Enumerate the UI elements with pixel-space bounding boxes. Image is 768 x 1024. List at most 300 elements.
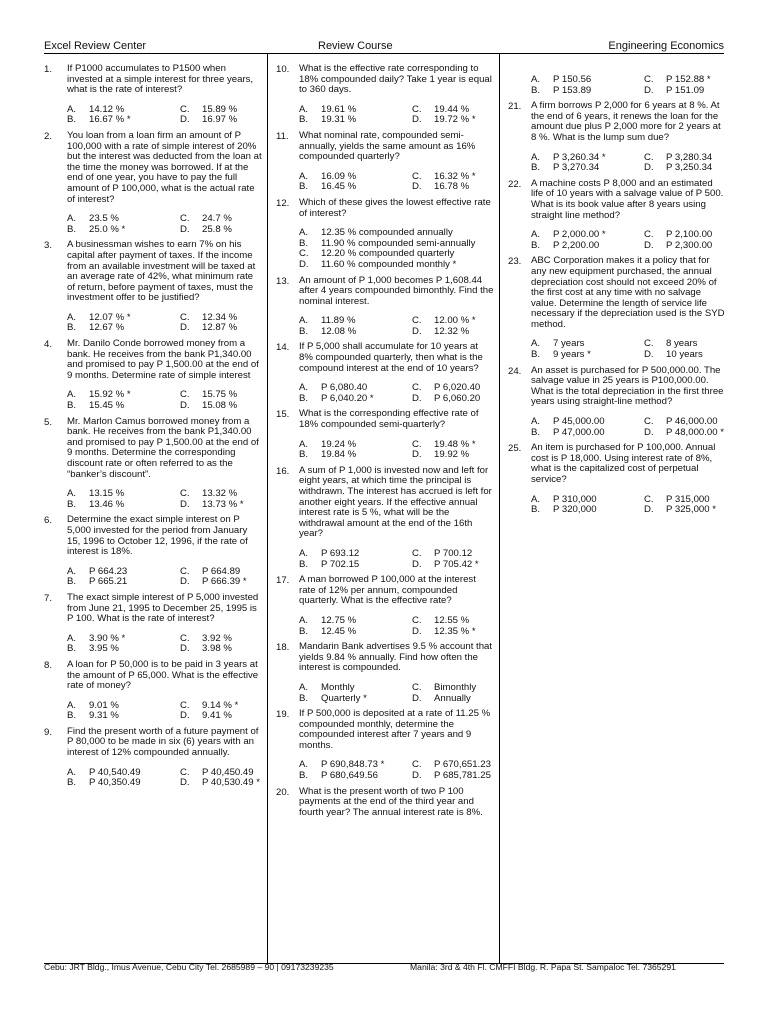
question-item: [276, 575, 494, 637]
option-letter: A.: [67, 766, 77, 778]
option-letter: B.: [67, 777, 77, 789]
option-text: 9.01 %: [89, 699, 119, 711]
answer-option: [180, 323, 262, 334]
answer-options: [531, 339, 726, 360]
answer-option: [299, 771, 412, 782]
answer-option: [531, 75, 644, 86]
option-text: 3.90 % *: [89, 632, 126, 644]
option-text: 19.48 % *: [434, 438, 476, 450]
option-letter: B.: [299, 692, 309, 704]
option-text: P 700.12: [434, 547, 473, 559]
answer-option: [531, 241, 644, 252]
option-letter: C.: [644, 74, 654, 85]
answer-option: [180, 644, 262, 655]
option-letter: C.: [180, 488, 190, 500]
option-text: P 664.23: [89, 565, 128, 577]
question-item: [44, 240, 262, 334]
question-item: [508, 179, 726, 252]
option-letter: D.: [412, 558, 422, 570]
option-text: 16.97 %: [202, 114, 238, 126]
question-item: [276, 276, 494, 338]
question-number: 22.: [508, 178, 522, 190]
answer-option: [67, 401, 180, 412]
question-number: 12.: [276, 197, 290, 209]
answer-option: [531, 505, 644, 516]
option-letter: B.: [531, 162, 541, 174]
option-letter: B.: [299, 181, 309, 193]
option-letter: B.: [67, 223, 77, 235]
option-text: P 3,280.34: [666, 151, 713, 163]
question-text: What is the corresponding effective rate of 18% compounded semi-quarterly?: [299, 408, 479, 431]
option-letter: B.: [299, 392, 309, 404]
option-letter: B.: [299, 625, 309, 637]
question-item: [44, 64, 262, 126]
question-text: What is the effective rate corresponding to 18% compounded daily? Take 1 year is equal to 360 days.: [299, 63, 492, 96]
answer-option: [644, 505, 726, 516]
answer-options: [299, 440, 494, 461]
answer-option: [67, 701, 180, 712]
option-letter: C.: [644, 151, 654, 163]
answer-option: [299, 683, 412, 694]
option-letter: B.: [299, 114, 309, 126]
option-text: 19.61 %: [321, 103, 357, 115]
option-text: P 705.42 *: [434, 558, 479, 570]
page-header: [44, 40, 724, 54]
option-letter: A.: [299, 103, 309, 115]
answer-option: [412, 560, 494, 571]
question-item: [276, 198, 494, 271]
option-text: 14.12 %: [89, 103, 125, 115]
answer-option: [299, 394, 412, 405]
option-letter: A.: [67, 632, 77, 644]
option-text: P 665.21: [89, 576, 128, 588]
question-number: 20.: [276, 786, 290, 798]
question-item: [276, 709, 494, 782]
answer-options: [67, 567, 262, 588]
option-text: 16.32 % *: [434, 170, 476, 182]
question-item: [276, 409, 494, 460]
option-text: 3.95 %: [89, 643, 119, 655]
question-item: [44, 593, 262, 655]
option-text: 10 years: [666, 349, 703, 361]
option-letter: A.: [67, 213, 77, 225]
option-letter: B.: [67, 498, 77, 510]
option-letter: C.: [180, 699, 190, 711]
option-text: 12.35 % compounded annually: [321, 227, 453, 239]
question-item: [276, 131, 494, 193]
option-text: P 40,350.49: [89, 777, 141, 789]
answer-option: [644, 163, 726, 174]
option-text: P 150.56: [553, 74, 592, 85]
question-number: 1.: [44, 64, 53, 75]
question-number: 15.: [276, 409, 290, 421]
answer-option: [299, 327, 412, 338]
answer-options: [67, 489, 262, 510]
option-text: P 670,651.23: [434, 759, 491, 771]
answer-options: [67, 634, 262, 655]
answer-option: [412, 394, 494, 405]
answer-options: [299, 616, 494, 637]
question-item: [276, 342, 494, 404]
option-letter: D.: [644, 349, 654, 361]
column-right: [508, 75, 726, 521]
option-letter: B.: [67, 400, 77, 412]
option-text: P 680,649.56: [321, 770, 378, 782]
option-letter: D.: [644, 504, 654, 516]
question-item: [44, 339, 262, 412]
option-letter: B.: [531, 349, 541, 361]
answer-option: [644, 241, 726, 252]
answer-option: [67, 778, 180, 789]
answer-option: [67, 500, 180, 511]
answer-options: [531, 153, 726, 174]
answer-option: [180, 778, 262, 789]
question-number: 18.: [276, 642, 290, 654]
option-text: P 40,540.49: [89, 766, 141, 778]
answer-options: [299, 172, 494, 193]
question-text: A sum of P 1,000 is invested now and left for eight years, at which time the principal is withdrawn. The interest has accrued is left for another eight years. If the effective annual interest rate is 5 %, what will be the withdrawal amount at the end of the 16th year?: [299, 464, 492, 540]
answer-options: [299, 383, 494, 404]
option-text: 12.34 %: [202, 311, 238, 323]
option-letter: D.: [180, 710, 190, 722]
option-text: Annually: [434, 692, 471, 704]
option-text: 25.0 % *: [89, 223, 126, 235]
question-text: If P 500,000 is deposited at a rate of 11.25 % compounded monthly, determine the compounded interest after 7 years and 9 months.: [299, 708, 491, 751]
option-letter: D.: [412, 392, 422, 404]
question-number: 24.: [508, 365, 522, 377]
question-text: What nominal rate, compounded semi-annually, yields the same amount as 16% compounded quarterly?: [299, 129, 476, 163]
option-text: P 320,000: [553, 504, 597, 516]
option-text: 19.92 %: [434, 449, 470, 461]
option-letter: B.: [299, 558, 309, 570]
answer-option: [180, 225, 262, 236]
answer-options: [531, 75, 726, 96]
option-text: 15.08 %: [202, 400, 238, 412]
answer-option: [299, 560, 412, 571]
option-text: P 2,100.00: [666, 229, 713, 241]
option-letter: A.: [299, 547, 309, 559]
option-text: P 3,250.34: [666, 162, 713, 174]
answer-option: [531, 428, 644, 439]
question-item: [44, 660, 262, 722]
answer-option: [299, 450, 412, 461]
option-letter: D.: [180, 576, 190, 588]
question-number: 14.: [276, 342, 290, 354]
option-letter: B.: [67, 643, 77, 655]
option-letter: D.: [644, 426, 654, 438]
question-text: What is the present worth of two P 100 payments at the end of the third year and fourth year? The annual interest rate is 8%.: [299, 785, 483, 818]
question-text: An item is purchased for P 100,000. Annual cost is P 18,000. Using interest rate of 8%, what is the capitalized cost of perpetual service?: [531, 442, 716, 485]
option-text: 12.20 % compounded quarterly: [321, 248, 455, 260]
option-text: 9.31 %: [89, 710, 119, 722]
question-item: [44, 515, 262, 588]
option-text: P 666.39 *: [202, 576, 247, 588]
option-letter: C.: [180, 632, 190, 644]
question-item: [276, 642, 494, 704]
option-letter: A.: [67, 488, 77, 500]
option-letter: A.: [67, 699, 77, 711]
question-number: 13.: [276, 275, 290, 287]
answer-option: [180, 577, 262, 588]
answer-option: [644, 350, 726, 361]
option-text: P 690,848.73 *: [321, 759, 385, 771]
option-letter: A.: [67, 565, 77, 577]
answer-options: [299, 760, 494, 781]
option-letter: C.: [412, 382, 422, 394]
option-letter: B.: [67, 322, 77, 334]
option-letter: B.: [531, 426, 541, 438]
option-text: P 40,530.49 *: [202, 777, 260, 789]
option-letter: C.: [180, 389, 190, 401]
question-number: 4.: [44, 339, 53, 351]
option-text: P 702.15: [321, 558, 360, 570]
answer-option: [180, 711, 262, 722]
option-text: 13.15 %: [89, 488, 125, 500]
option-text: 19.84 %: [321, 449, 357, 461]
question-item: [44, 727, 262, 789]
option-text: P 6,080.40: [321, 382, 368, 394]
answer-option: [180, 401, 262, 412]
question-text: A firm borrows P 2,000 for 6 years at 8 %. At the end of 6 years, it renews the loan for the amount due plus P 2,000 more for 2 years at 8 %. What is the lump sum due?: [531, 100, 721, 143]
option-text: 13.73 % *: [202, 498, 244, 510]
answer-option: [412, 627, 494, 638]
option-letter: A.: [299, 681, 309, 693]
option-text: 19.72 % *: [434, 114, 476, 126]
option-letter: A.: [531, 338, 541, 350]
option-text: Monthly: [321, 681, 355, 693]
option-letter: D.: [180, 777, 190, 789]
answer-option: [67, 577, 180, 588]
option-letter: D.: [412, 692, 422, 704]
question-text: Find the present worth of a future payment of P 80,000 to be made in six (6) years with an interest of 12% compounded annually.: [67, 725, 259, 759]
option-letter: C.: [180, 311, 190, 323]
option-letter: B.: [299, 325, 309, 337]
option-text: 15.92 % *: [89, 389, 131, 401]
answer-options: [67, 214, 262, 235]
option-text: P 6,040.20 *: [321, 392, 374, 404]
option-text: 12.67 %: [89, 322, 125, 334]
option-letter: C.: [412, 315, 422, 327]
answer-option: [644, 86, 726, 97]
column-divider-2: [499, 53, 500, 963]
option-letter: A.: [299, 438, 309, 450]
option-text: P 6,060.20: [434, 392, 481, 404]
option-letter: D.: [180, 400, 190, 412]
header-left: Excel Review Center: [44, 40, 147, 52]
question-item: [508, 366, 726, 439]
question-number: 7.: [44, 592, 53, 604]
column-middle: [276, 64, 494, 823]
answer-option: [412, 683, 494, 694]
question-number: 23.: [508, 256, 522, 268]
option-letter: D.: [180, 322, 190, 334]
question-text: Determine the exact simple interest on P 5,000 invested for the period from January 15, 1996 to October 12, 1996, if the rate of interest is 18%.: [67, 514, 248, 558]
option-text: P 45,000.00: [553, 416, 605, 428]
answer-option: [299, 616, 412, 627]
option-text: Bimonthly: [434, 681, 477, 693]
option-text: P 315,000: [666, 493, 710, 505]
option-text: P 2,300.00: [666, 239, 713, 251]
answer-option: [412, 694, 494, 705]
option-letter: D.: [180, 114, 190, 126]
option-letter: D.: [644, 162, 654, 174]
option-letter: C.: [412, 103, 422, 115]
option-letter: D.: [180, 498, 190, 510]
answer-option: [412, 549, 494, 560]
option-letter: A.: [299, 227, 309, 239]
option-text: P 310,000: [553, 493, 597, 505]
option-letter: D.: [412, 770, 422, 782]
question-number: 25.: [508, 443, 522, 455]
option-text: P 47,000.00: [553, 426, 605, 438]
option-letter: B.: [299, 237, 309, 249]
answer-option: [180, 500, 262, 511]
answer-options: [67, 105, 262, 126]
question-text: You loan from a loan firm an amount of P 100,000 with a rate of simple interest of 20% but the interest was deducted from the loan at the time the money was borrowed. If at the end of one year, you have to pay the full amount of P 100,000, what is the actual rate of interest?: [67, 129, 262, 205]
option-text: 16.78 %: [434, 181, 470, 193]
answer-options: [67, 313, 262, 334]
option-letter: B.: [67, 576, 77, 588]
answer-option: [67, 225, 180, 236]
option-text: 19.24 %: [321, 438, 357, 450]
option-text: 12.35 % *: [434, 625, 476, 637]
option-letter: C.: [180, 103, 190, 115]
column-left: [44, 64, 262, 794]
answer-option: [412, 327, 494, 338]
option-text: P 2,200.00: [553, 239, 600, 251]
option-text: 8 years: [666, 338, 698, 350]
question-number: 16.: [276, 465, 290, 477]
option-letter: A.: [531, 229, 541, 241]
footer-left: Cebu: JRT Bldg., Imus Avenue, Cebu City Tel. 2685989 – 90 | 09173239235: [44, 962, 334, 972]
question-text: Mandarin Bank advertises 9.5 % account that yields 9.84 % annually. Find how often the interest is compounded.: [299, 641, 493, 674]
option-letter: D.: [412, 114, 422, 126]
option-letter: C.: [644, 416, 654, 428]
question-item: [508, 443, 726, 516]
question-item: [276, 64, 494, 126]
option-letter: A.: [299, 315, 309, 327]
option-letter: C.: [180, 565, 190, 577]
answer-options: [299, 105, 494, 126]
answer-option: [180, 115, 262, 126]
answer-option: [67, 711, 180, 722]
option-text: 9.41 %: [202, 710, 232, 722]
answer-options: [299, 683, 494, 704]
answer-options: [531, 495, 726, 516]
option-text: 16.67 % *: [89, 114, 131, 126]
option-text: 11.89 %: [321, 315, 356, 327]
option-letter: C.: [412, 759, 422, 771]
answer-option: [531, 163, 644, 174]
question-text: ABC Corporation makes it a policy that for any new equipment purchased, the annual depreciation cost should not exceed 20% of the first cost at any time with no salvage value. Determine the length of service life necessary if the depreciation used is the SYD method.: [531, 255, 725, 330]
option-letter: D.: [644, 239, 654, 251]
answer-options: [299, 228, 494, 270]
question-text: The exact simple interest of P 5,000 invested from June 21, 1995 to December 25, 1995 is P 100. What is the rate of interest?: [67, 591, 259, 625]
option-letter: C.: [412, 547, 422, 559]
question-item: [276, 787, 494, 819]
option-text: 24.7 %: [202, 213, 232, 225]
question-item: [44, 417, 262, 511]
option-letter: D.: [412, 625, 422, 637]
option-text: 15.45 %: [89, 400, 125, 412]
option-text: 15.89 %: [202, 103, 238, 115]
answer-option: [67, 644, 180, 655]
option-text: 3.92 %: [202, 632, 232, 644]
question-number: 8.: [44, 659, 53, 671]
option-letter: B.: [531, 504, 541, 516]
footer-right: Manila: 3rd & 4th Fl. CMFFI Bldg. R. Papa St. Sampaloc Tel. 7365291: [410, 962, 676, 972]
option-text: 19.31 %: [321, 114, 357, 126]
option-letter: D.: [644, 84, 654, 96]
answer-options: [67, 768, 262, 789]
option-text: 9.14 % *: [202, 699, 239, 711]
option-letter: C.: [644, 338, 654, 350]
option-text: P 46,000.00: [666, 416, 718, 428]
answer-options: [531, 230, 726, 251]
option-letter: C.: [299, 248, 309, 260]
option-letter: A.: [531, 416, 541, 428]
option-text: P 3,270.34: [553, 162, 600, 174]
header-rule: [44, 53, 724, 54]
question-number: 21.: [508, 101, 522, 113]
option-letter: D.: [412, 181, 422, 193]
option-text: P 6,020.40: [434, 382, 481, 394]
option-text: 12.55 %: [434, 614, 470, 626]
answer-option: [412, 616, 494, 627]
question-item: [44, 131, 262, 235]
question-number: 5.: [44, 416, 53, 428]
question-item: [508, 256, 726, 360]
question-text: Which of these gives the lowest effective rate of interest?: [299, 196, 491, 219]
question-text: If P 5,000 shall accumulate for 10 years at 8% compounded quarterly, then what is the compound interest at the end of 10 years?: [299, 341, 483, 374]
question-number: 6.: [44, 515, 53, 527]
option-letter: B.: [531, 84, 541, 96]
option-text: 12.87 %: [202, 322, 238, 334]
option-letter: C.: [180, 766, 190, 778]
answer-option: [644, 428, 726, 439]
option-text: 12.08 %: [321, 325, 357, 337]
question-number: 9.: [44, 726, 53, 738]
question-number: 19.: [276, 709, 290, 721]
question-text: An amount of P 1,000 becomes P 1,608.44 after 4 years compounded bimonthly. Find the nominal interest.: [299, 274, 494, 307]
answer-option: [412, 115, 494, 126]
option-letter: C.: [412, 438, 422, 450]
answer-option: [67, 115, 180, 126]
answer-options: [531, 417, 726, 438]
answer-option: [67, 634, 180, 645]
question-text: A machine costs P 8,000 and an estimated life of 10 years with a salvage value of P 500. What is its book value after 8 years using straight line method?: [531, 177, 724, 221]
question-number: 10.: [276, 64, 290, 75]
answer-option: [299, 182, 412, 193]
answer-options: [67, 701, 262, 722]
option-text: 12.00 % *: [434, 315, 476, 327]
question-item: [508, 75, 726, 96]
answer-option: [531, 350, 644, 361]
option-letter: A.: [531, 151, 541, 163]
answer-option: [299, 694, 412, 705]
option-text: P 685,781.25: [434, 770, 491, 782]
answer-option: [412, 450, 494, 461]
question-text: A businessman wishes to earn 7% on his capital after payment of taxes. If the income from an available investment will be taxed at an average rate of 42%, what minimum rate of return, before payment of taxes, must the investment offer to be justified?: [67, 239, 256, 304]
option-text: Quarterly *: [321, 692, 367, 704]
answer-option: [299, 115, 412, 126]
option-letter: A.: [67, 389, 77, 401]
option-text: P 3,260.34 *: [553, 151, 606, 163]
option-letter: B.: [299, 770, 309, 782]
option-text: 25.8 %: [202, 223, 232, 235]
option-letter: A.: [299, 382, 309, 394]
answer-option: [299, 260, 494, 271]
